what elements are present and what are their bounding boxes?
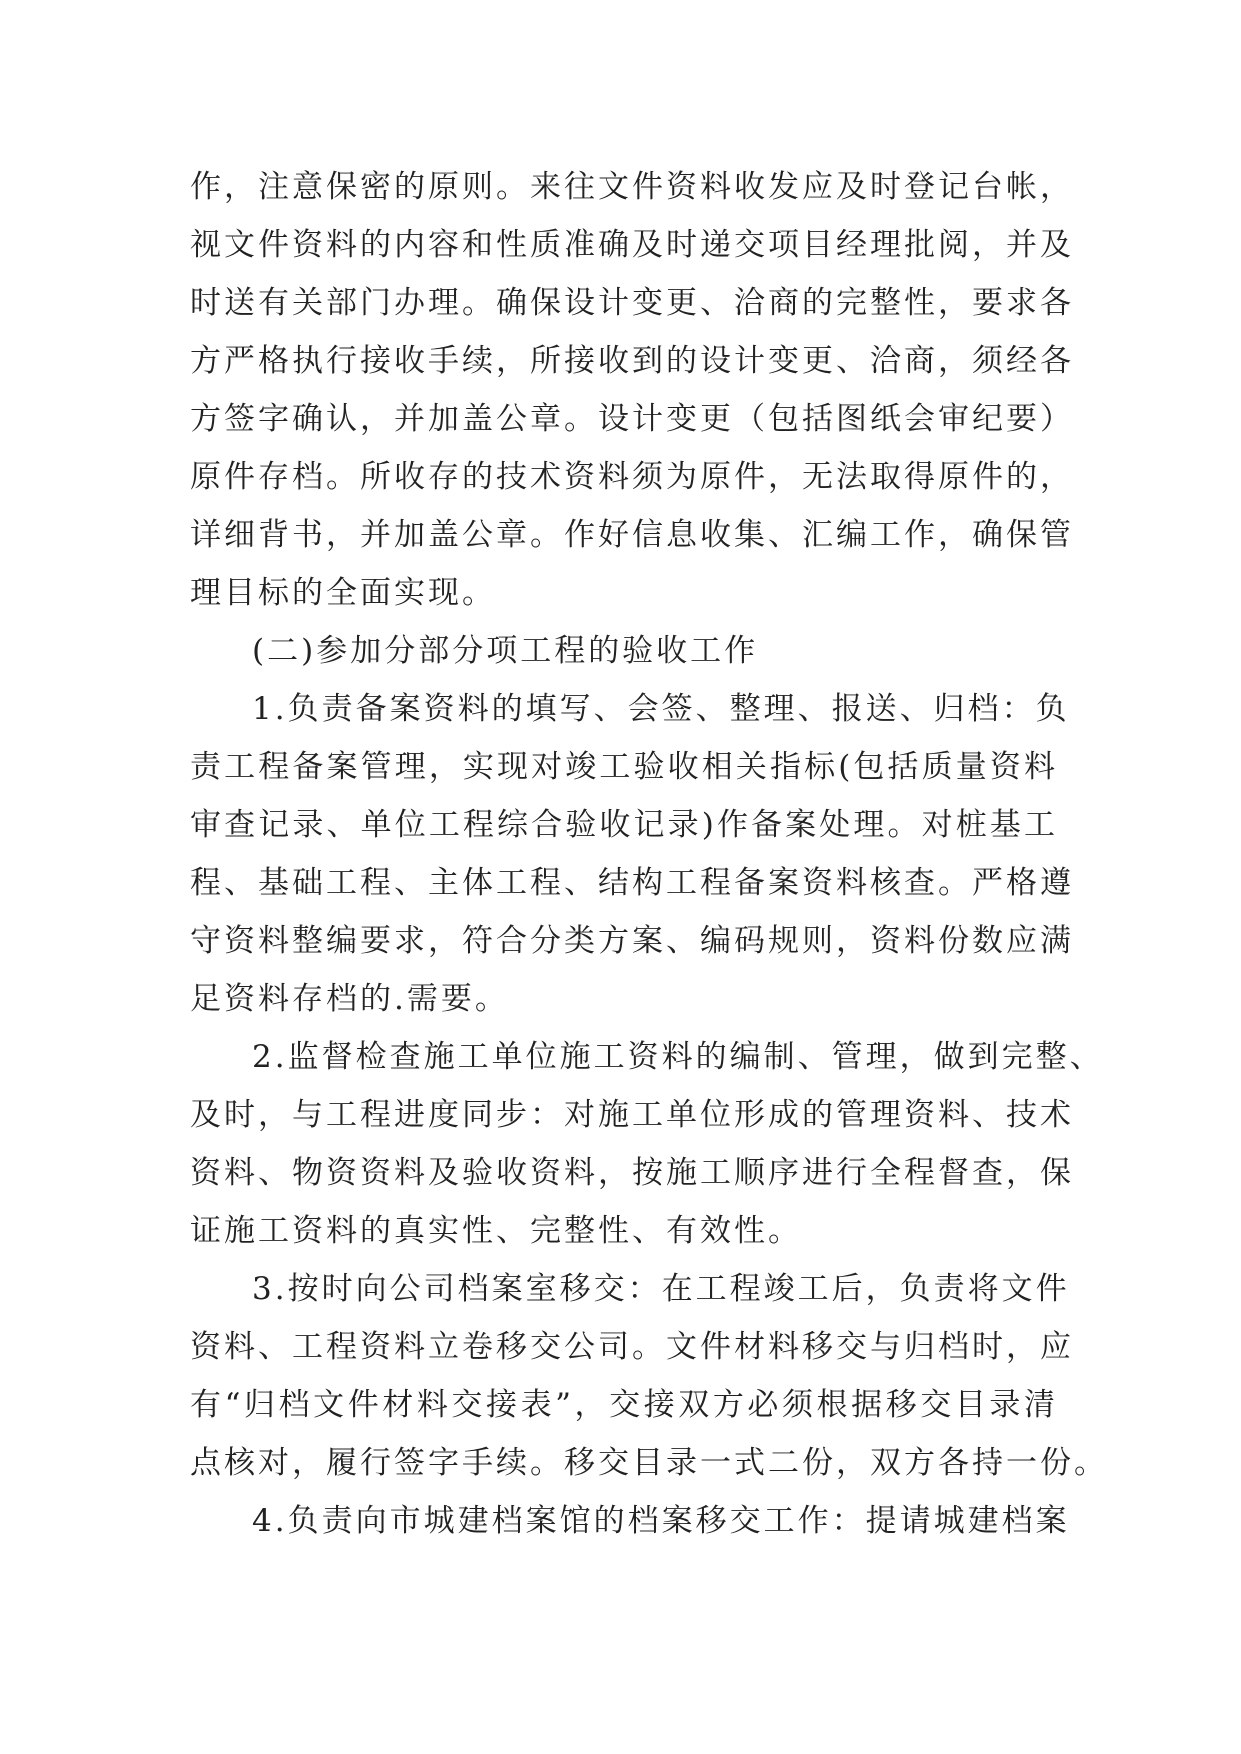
text-line: 点核对，履行签字手续。移交目录一式二份，双方各持一份。 bbox=[190, 1445, 1108, 1481]
text-line: 有“归档文件材料交接表”，交接双方必须根据移交目录清 bbox=[190, 1387, 1058, 1423]
text-line: 详细背书，并加盖公章。作好信息收集、汇编工作，确保管 bbox=[190, 517, 1074, 553]
text-line: 资料、物资资料及验收资料，按施工顺序进行全程督查，保 bbox=[190, 1155, 1074, 1191]
paragraph-item-1 bbox=[190, 680, 1074, 1028]
text-line: 及时，与工程进度同步：对施工单位形成的管理资料、技术 bbox=[190, 1097, 1074, 1133]
paragraph-continuation bbox=[190, 158, 1074, 622]
text-line: 视文件资料的内容和性质准确及时递交项目经理批阅，并及 bbox=[190, 227, 1074, 263]
text-line: 方签字确认，并加盖公章。设计变更（包括图纸会审纪要） bbox=[190, 401, 1074, 437]
heading-line: (二)参加分部分项工程的验收工作 bbox=[252, 633, 759, 669]
paragraph-item-2 bbox=[190, 1028, 1104, 1260]
text-line: 4.负责向市城建档案馆的档案移交工作：提请城建档案 bbox=[252, 1503, 1070, 1539]
text-line: 守资料整编要求，符合分类方案、编码规则，资料份数应满 bbox=[190, 923, 1074, 959]
text-line: 作，注意保密的原则。来往文件资料收发应及时登记台帐， bbox=[190, 169, 1074, 205]
text-line: 时送有关部门办理。确保设计变更、洽商的完整性，要求各 bbox=[190, 285, 1074, 321]
text-line: 理目标的全面实现。 bbox=[190, 575, 496, 611]
paragraph-item-4 bbox=[190, 1492, 1070, 1550]
text-line: 足资料存档的.需要。 bbox=[190, 981, 509, 1017]
text-line: 审查记录、单位工程综合验收记录)作备案处理。对桩基工 bbox=[190, 807, 1058, 843]
text-line: 程、基础工程、主体工程、结构工程备案资料核查。严格遵 bbox=[190, 865, 1074, 901]
text-line: 3.按时向公司档案室移交：在工程竣工后，负责将文件 bbox=[252, 1271, 1070, 1307]
document-body bbox=[190, 158, 1108, 1550]
section-heading bbox=[190, 622, 1058, 680]
text-line: 2.监督检查施工单位施工资料的编制、管理，做到完整、 bbox=[252, 1039, 1104, 1075]
text-line: 方严格执行接收手续，所接收到的设计变更、洽商，须经各 bbox=[190, 343, 1074, 379]
paragraph-item-3 bbox=[190, 1260, 1108, 1492]
text-line: 原件存档。所收存的技术资料须为原件，无法取得原件的， bbox=[190, 459, 1074, 495]
text-line: 责工程备案管理，实现对竣工验收相关指标(包括质量资料 bbox=[190, 749, 1058, 785]
text-line: 资料、工程资料立卷移交公司。文件材料移交与归档时，应 bbox=[190, 1329, 1074, 1365]
text-line: 1.负责备案资料的填写、会签、整理、报送、归档：负 bbox=[252, 691, 1070, 727]
text-line: 证施工资料的真实性、完整性、有效性。 bbox=[190, 1213, 802, 1249]
